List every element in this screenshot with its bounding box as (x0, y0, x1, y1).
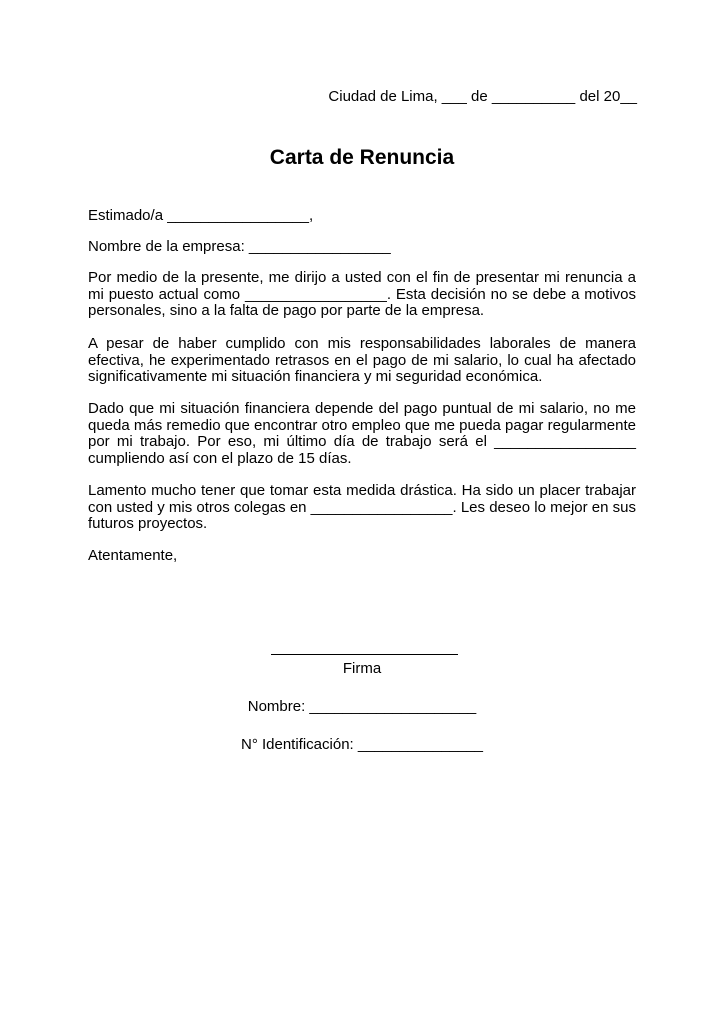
date-line: Ciudad de Lima, ___ de __________ del 20__ (328, 88, 637, 105)
name-field: Nombre: ____________________ (247, 698, 477, 715)
company-name-line: Nombre de la empresa: _________________ (88, 238, 391, 255)
paragraph-last-day: Dado que mi situación financiera depende del pago puntual de mi salario, no me queda más remedio que encontrar otro empleo que me pueda pagar regularmente por mi trabajo. Por eso, mi último día de trabajo será el _________________ cumpliendo así con el plazo de 15 días. (88, 400, 636, 467)
page-title: Carta de Renuncia (269, 146, 455, 169)
paragraph-farewell: Lamento mucho tener que tomar esta medida drástica. Ha sido un placer trabajar con usted y mis otros colegas en _________________. Les deseo lo mejor en sus futuros proyectos. (88, 482, 636, 532)
id-field: N° Identificación: _______________ (240, 736, 484, 753)
paragraph-resignation: Por medio de la presente, me dirijo a usted con el fin de presentar mi renuncia a mi puesto actual como _________________. Esta decisión no se debe a motivos personales, sino a la falta de pago por parte de la empresa. (88, 269, 636, 319)
closing: Atentamente, (88, 547, 178, 564)
signature-label: Firma (342, 660, 382, 677)
greeting: Estimado/a _________________, (88, 207, 314, 224)
signature-line (271, 654, 458, 655)
paragraph-payment-delays: A pesar de haber cumplido con mis responsabilidades laborales de manera efectiva, he experimentado retrasos en el pago de mi salario, lo cual ha afectado significativamente mi situación financiera y mi seguridad económica. (88, 335, 636, 385)
